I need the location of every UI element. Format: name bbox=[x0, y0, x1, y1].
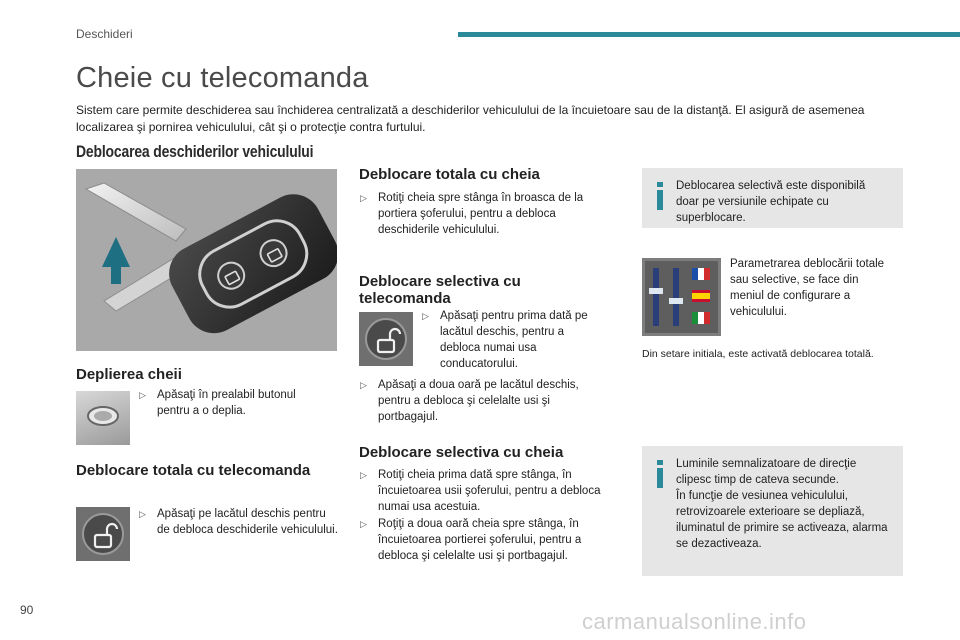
unfold-button-image bbox=[76, 391, 130, 445]
unfold-key-heading: Deplierea cheii bbox=[76, 366, 182, 383]
remote-total-heading: Deblocare totala cu telecomanda bbox=[76, 462, 311, 479]
remote-total-step: ▷ Apăsaţi pe lacătul deschis pentru de debloca deschiderile vehiculului. bbox=[139, 508, 338, 536]
section-heading: Deblocarea deschiderilor vehiculului bbox=[76, 142, 314, 161]
section-label: Deschideri bbox=[76, 27, 133, 41]
header-accent-bar bbox=[458, 32, 960, 37]
unfold-button-icon bbox=[76, 391, 130, 445]
key-selective-step-1: ▷ Rotiţi cheia prima dată spre stânga, în încuietoarea usii şoferului, pentru a debloca numai usa acestuia. bbox=[360, 469, 601, 513]
unfold-arrow-icon bbox=[102, 237, 130, 284]
watermark-text: carmanualsonline.info bbox=[582, 609, 807, 634]
info-text-signals-line1: Luminile semnalizatoare de direcţie clipesc timp de cateva secunde. bbox=[676, 458, 857, 486]
remote-selective-step-2: ▷ Apăsaţi a doua oară pe lacătul deschis, pentru a debloca şi celelalte usi şi portbagajul. bbox=[360, 379, 579, 423]
info-text-signals-line2: În funcţie de vesiunea vehiculului, retrovizoarele exterioare se depliază, iluminatul de primire se activeaza, alarma se dezactiveaza. bbox=[676, 490, 888, 550]
info-box-signals bbox=[642, 446, 903, 576]
info-text-superlocking: Deblocarea selectivă este disponibilă doar pe versiunile echipate cu superblocare. bbox=[676, 180, 866, 224]
key-selective-heading: Deblocare selectiva cu cheia bbox=[359, 444, 564, 461]
page-number: 90 bbox=[20, 603, 34, 617]
page-title: Cheie cu telecomanda bbox=[76, 62, 369, 94]
key-illustration bbox=[76, 169, 337, 351]
info-box-superlocking bbox=[642, 168, 903, 228]
intro-paragraph: Sistem care permite deschiderea sau închiderea centralizată a deschiderilor vehiculului de la încuietoare sau de la distanţă. El asigură de asemenea localizarea şi pornirea vehiculului, cât şi o protecţie contra furtului. bbox=[76, 103, 865, 134]
unlock-button-image-2 bbox=[359, 312, 413, 366]
config-menu-image bbox=[642, 258, 721, 336]
settings-sliders-icon bbox=[642, 258, 721, 336]
unlock-button-image-1 bbox=[76, 507, 130, 561]
info-icon bbox=[652, 460, 668, 488]
info-icon bbox=[652, 182, 668, 210]
config-text: Parametrarea deblocării totale sau selective, se face din meniul de configurare a vehiculului. bbox=[730, 258, 885, 318]
open-padlock-icon bbox=[359, 312, 413, 366]
remote-selective-step-1: ▷ Apăsaţi pentru prima dată pe lacătul deschis, pentru a debloca numai usa conducatorului. bbox=[422, 310, 588, 370]
remote-selective-heading bbox=[359, 273, 521, 307]
key-total-heading: Deblocare totala cu cheia bbox=[359, 166, 540, 183]
open-padlock-icon bbox=[76, 507, 130, 561]
default-setting-note: Din setare initiala, este activată deblocarea totală. bbox=[642, 348, 874, 360]
unfold-key-step: ▷ Apăsaţi în prealabil butonul pentru a o deplia. bbox=[139, 389, 296, 417]
remote-selective-heading-line1: Deblocare selectiva cu bbox=[359, 273, 521, 290]
key-total-step: ▷ Rotiţi cheia spre stânga în broasca de la portiera şoferului, pentru a debloca deschiderile vehiculului. bbox=[360, 192, 584, 236]
key-selective-step-2: ▷ Roţiţi a doua oară cheia spre stânga, în încuietoarea portierei şoferului, pentru a debloca şi celelalte usi şi portbagajul. bbox=[360, 518, 582, 562]
remote-selective-heading-line2: telecomanda bbox=[359, 290, 451, 307]
